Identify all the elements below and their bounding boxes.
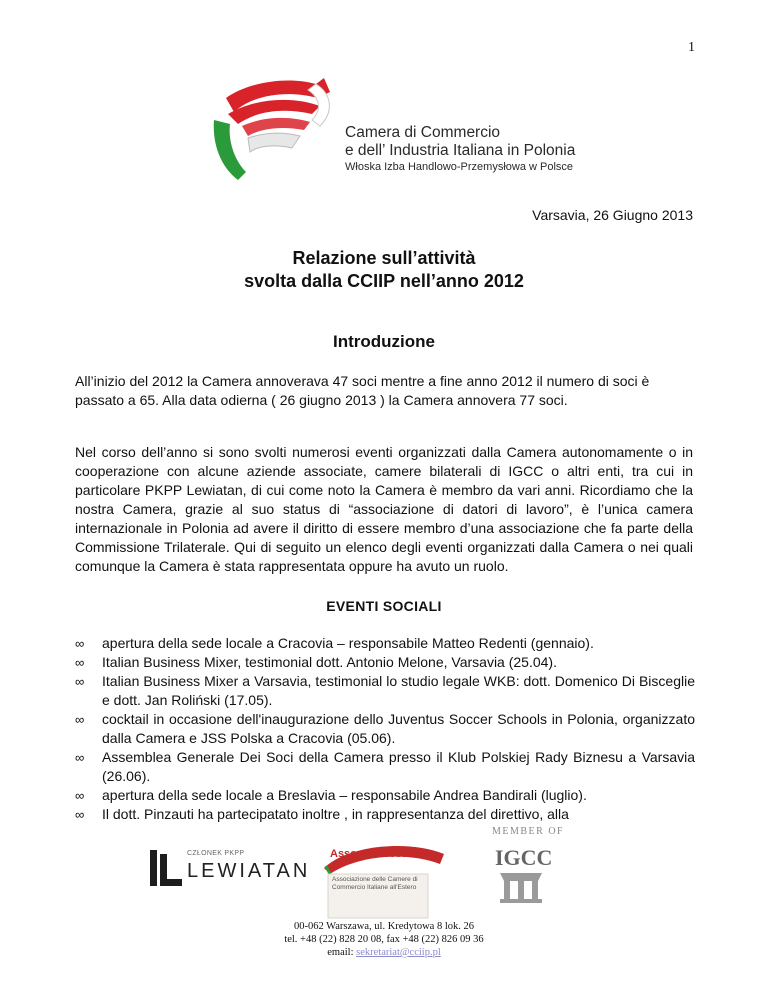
event-item: ∞ apertura della sede locale a Cracovia – responsabile Matteo Redenti (gennaio). bbox=[75, 635, 594, 651]
org-name-line-2: e dell’ Industria Italiana in Polonia bbox=[345, 141, 576, 159]
date-line: Varsavia, 26 Giugno 2013 bbox=[532, 207, 693, 223]
intro-heading: Introduzione bbox=[333, 332, 435, 351]
footer-phone: tel. +48 (22) 828 20 08, fax +48 (22) 826 09 36 bbox=[284, 934, 484, 945]
assocamerestero-title: Assocamerestero bbox=[330, 848, 423, 860]
event-item: ∞ cocktail in occasione dell'inaugurazione dello Juventus Soccer Schools in Polonia, organizzato dalla Camera e JSS Polska a Cracovia (05.06). bbox=[75, 711, 695, 746]
bullet-infinity-icon: ∞ bbox=[75, 655, 85, 670]
org-name-line-1: Camera di Commercio bbox=[345, 124, 501, 141]
document-title-line-2: svolta dalla CCIIP nell’anno 2012 bbox=[244, 271, 524, 291]
bullet-infinity-icon: ∞ bbox=[75, 712, 85, 727]
lewiatan-member-label: CZŁONEK PKPP bbox=[187, 850, 245, 857]
intro-paragraph-2: Nel corso dell’anno si sono svolti numerosi eventi organizzati dalla Camera autonomamente o in cooperazione con alcune aziende associate, camere bilaterali di IGCC o altri enti, tra cui in particolare PKPP Lewiatan, di cui come noto la Camera è membro da vari anni. Ricordiamo che la nostra Camera, grazie al suo status di “associazione di datori di lavoro”, è l’unica camera internazionale in Polonia ad avere il diritto di essere membro d’una associazione che fa parte della Commissione Trilaterale. Qui di seguito un elenco degli eventi organizzati dalla Camera o nei quali comunque la Camera è stata rappresentata oppure ha avuto un ruolo. bbox=[75, 444, 693, 574]
igcc-wordmark: IGCC bbox=[495, 845, 553, 870]
document-title-line-1: Relazione sull’attività bbox=[292, 248, 476, 268]
org-name-line-3: Włoska Izba Handlowo-Przemysłowa w Polsce bbox=[345, 160, 574, 173]
organization-name bbox=[345, 124, 575, 173]
bullet-infinity-icon: ∞ bbox=[75, 788, 85, 803]
event-item: ∞ apertura della sede locale a Breslavia – responsabile Andrea Bandirali (luglio). bbox=[75, 787, 587, 803]
page-number: 1 bbox=[688, 40, 695, 55]
lewiatan-wordmark: LEWIATAN bbox=[187, 860, 311, 882]
event-item: ∞ Italian Business Mixer a Varsavia, testimonial lo studio legale WKB: dott. Domenico Di Bisceglie e dott. Jan Roliński (17.05). bbox=[75, 673, 695, 708]
assocamerestero-subtitle: Associazione delle Camere di Commercio Italiane all'Estero bbox=[332, 876, 418, 891]
email-link[interactable]: sekretariat@cciip.pl bbox=[356, 947, 441, 958]
bullet-infinity-icon: ∞ bbox=[75, 636, 85, 651]
member-of-label: MEMBER OF bbox=[492, 826, 565, 837]
intro-paragraph-1: All’inizio del 2012 la Camera annoverava 47 soci mentre a fine anno 2012 il numero di soci è passato a 65. Alla data odierna ( 26 giugno 2013 ) la Camera annovera 77 soci. bbox=[75, 373, 650, 408]
footer-email-line: email: sekretariat@cciip.pl bbox=[327, 947, 441, 958]
bullet-infinity-icon: ∞ bbox=[75, 807, 85, 822]
events-list bbox=[75, 634, 695, 824]
events-heading: EVENTI SOCIALI bbox=[326, 598, 442, 614]
event-item: ∞ Assemblea Generale Dei Soci della Camera presso il Klub Polskiej Rady Biznesu a Varsavia (26.06). bbox=[75, 749, 695, 784]
event-item: ∞ Il dott. Pinzauti ha partecipatato inoltre , in rappresentanza del direttivo, alla bbox=[75, 806, 569, 822]
cciip-logo-icon bbox=[208, 76, 336, 184]
bullet-infinity-icon: ∞ bbox=[75, 674, 85, 689]
event-item: ∞ Italian Business Mixer, testimonial dott. Antonio Melone, Varsavia (25.04). bbox=[75, 654, 557, 670]
bullet-infinity-icon: ∞ bbox=[75, 750, 85, 765]
footer-address: 00-062 Warszawa, ul. Kredytowa 8 lok. 26 bbox=[293, 921, 475, 932]
